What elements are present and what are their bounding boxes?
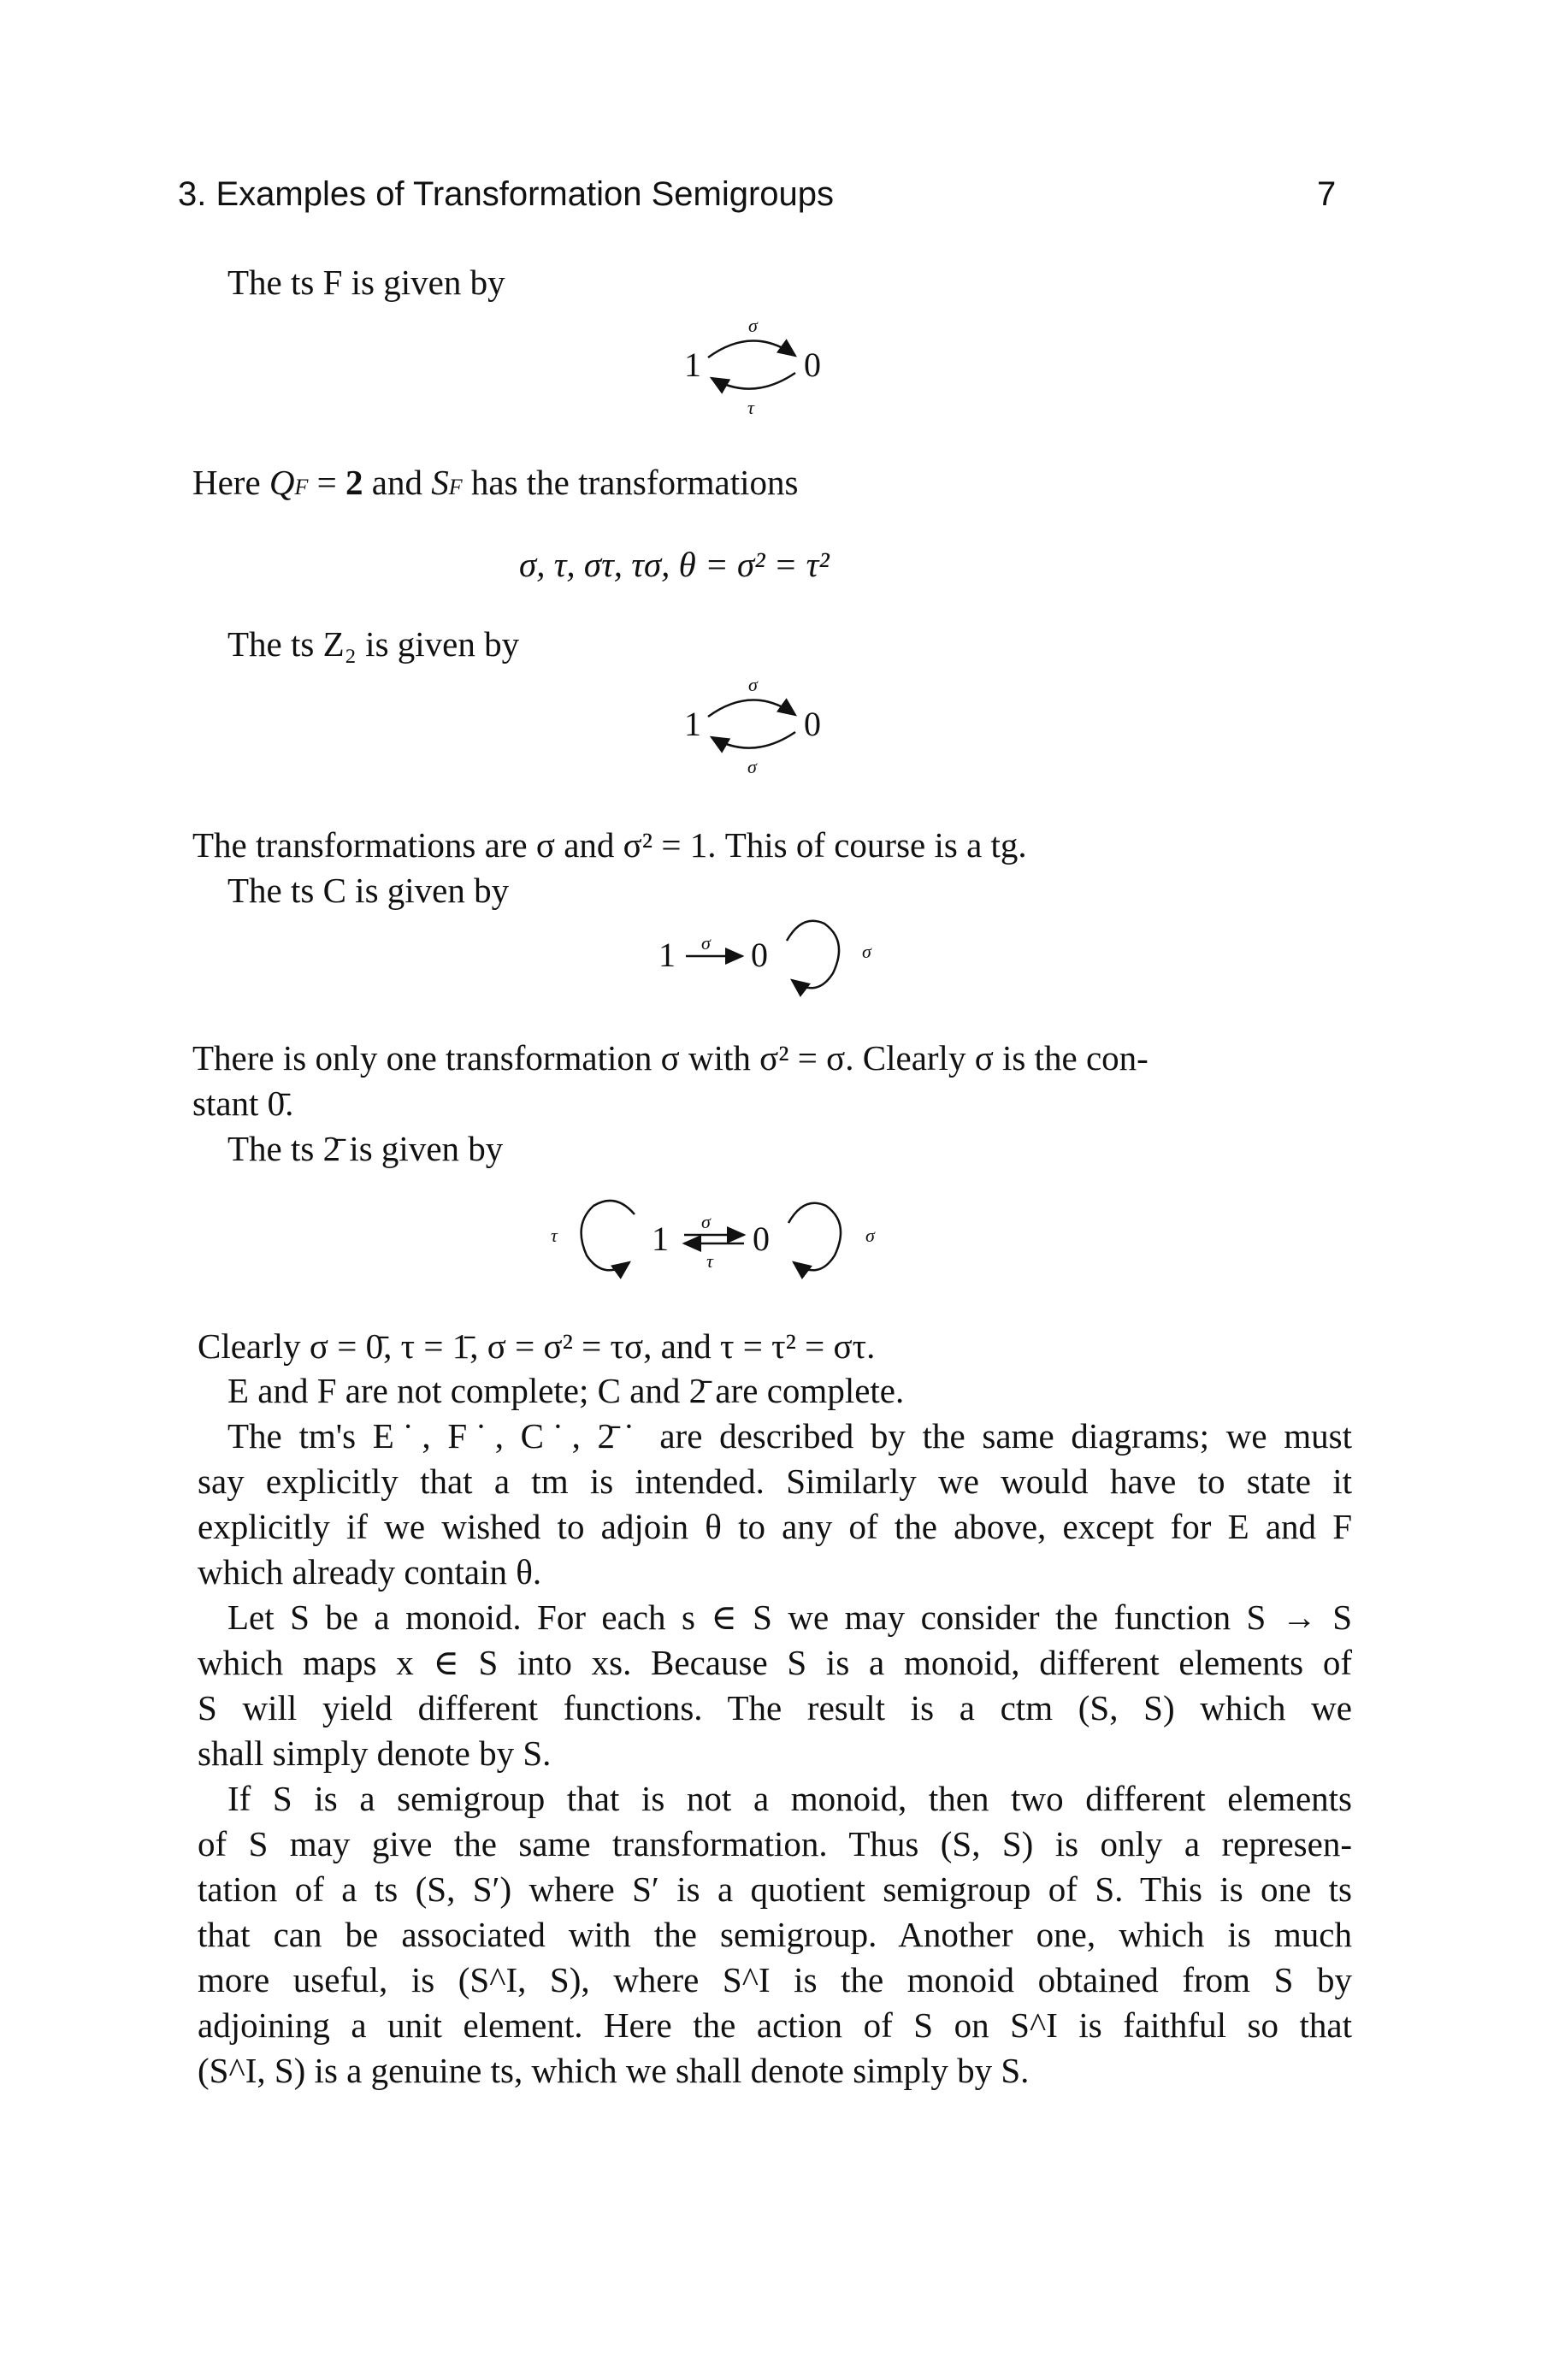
para3-line: more useful, is (S^I, S), where S^I is the monoid obtained from S by [198,1960,1352,1999]
ts-Z2-intro: The ts Z₂ is given by [227,624,520,664]
diagram-F-right-state: 0 [804,345,821,384]
para3-line: adjoining a unit element. Here the action of S on S^I is faithful so that [198,2005,1352,2045]
diagram-F [667,308,855,428]
clearly-line: Clearly σ = 0̄, τ = 1̄, σ = σ² = τσ, and τ = τ² = στ. [198,1326,876,1366]
diagram-2bar [547,1189,958,1300]
paragraph-semigroup [198,1776,1352,2094]
ts-F-intro: The ts F is given by [227,263,505,302]
diagram-Z2-top-arc [708,700,795,717]
diagram-2bar-left-state: 1 [652,1220,669,1258]
para2-line: shall simply denote by S. [198,1733,552,1773]
para1-line: say explicitly that a tm is intended. Similarly we would have to state it [198,1462,1352,1501]
diagram-C-right-state: 0 [751,936,768,974]
running-title: 3. Examples of Transformation Semigroups [178,175,835,213]
para2-line: which maps x ∈ S into xs. Because S is a monoid, different elements of [198,1643,1352,1682]
diagram-F-left-state: 1 [684,345,701,384]
para3-line: that can be associated with the semigroup. Another one, which is much [198,1915,1352,1954]
diagram-2bar-right-loop [788,1203,841,1271]
para2-line: S will yield different functions. The result is a ctm (S, S) which we [198,1688,1352,1727]
para3-line: tation of a ts (S, S′) where S′ is a quotient semigroup of S. This is one ts [198,1869,1352,1909]
para2-line: Let S be a monoid. For each s ∈ S we may consider the function S → S [227,1597,1352,1637]
diagram-C-left-state: 1 [658,936,676,974]
para3-line: (S^I, S) is a genuine ts, which we shall denote simply by S. [198,2051,1030,2090]
diagram-2bar-bottom-arrow-label: τ [706,1250,713,1272]
diagram-2bar-top-arrow-label: σ [701,1211,711,1232]
diagram-2bar-right-loop-label: σ [865,1225,875,1246]
para1-line: The tm's E˙, F˙, C˙, 2̄˙ are described by the same diagrams; we must [227,1416,1352,1456]
diagram-F-top-label: σ [748,315,758,336]
diagram-F-bottom-label: τ [747,397,754,418]
diagram-2bar-left-loop [582,1201,635,1270]
transformations-F: σ, τ, στ, τσ, θ = σ² = τ² [519,545,830,584]
diagram-Z2-bottom-arc [712,732,795,748]
diagram-Z2 [667,667,855,787]
diagram-C-loop-label: σ [862,941,871,962]
diagram-2bar-right-state: 0 [753,1220,770,1258]
diagram-2bar-left-loop-label: τ [551,1225,558,1246]
diagram-F-top-arc [708,340,795,357]
para3-line: If S is a semigroup that is not a monoid, then two different elements [227,1779,1352,1818]
diagram-C [650,907,924,1018]
para1-line: explicitly if we wished to adjoin θ to any of the above, except for E and F [198,1507,1352,1546]
diagram-C-loop [787,921,839,989]
diagram-Z2-left-state: 1 [684,705,701,743]
diagram-Z2-bottom-label: σ [747,756,757,777]
paragraph-tm [198,1414,1352,1595]
page-number: 7 [1317,175,1337,213]
z2-transformations: The transformations are σ and σ² = 1. This of course is a tg. [192,825,1027,865]
ts-2bar-intro: The ts 2̄ is given by [227,1129,504,1168]
diagram-F-bottom-arc [712,373,795,389]
diagram-Z2-right-state: 0 [804,705,821,743]
diagram-Z2-top-label: σ [748,674,758,695]
para1-line: which already contain θ. [198,1552,542,1592]
ts-C-intro: The ts C is given by [227,871,510,910]
complete-line: E and F are not complete; C and 2̄ are complete. [227,1371,905,1410]
here-line: Here QF = 2 and SF has the transformations [192,463,799,502]
c-text-line1: There is only one transformation σ with σ² = σ. Clearly σ is the con- [192,1038,1149,1078]
diagram-C-arrow-label: σ [701,932,711,954]
paragraph-monoid [198,1595,1352,1776]
c-text-line2: stant 0̄. [192,1084,294,1123]
para3-line: of S may give the same transformation. Thus (S, S) is only a represen- [198,1824,1352,1863]
